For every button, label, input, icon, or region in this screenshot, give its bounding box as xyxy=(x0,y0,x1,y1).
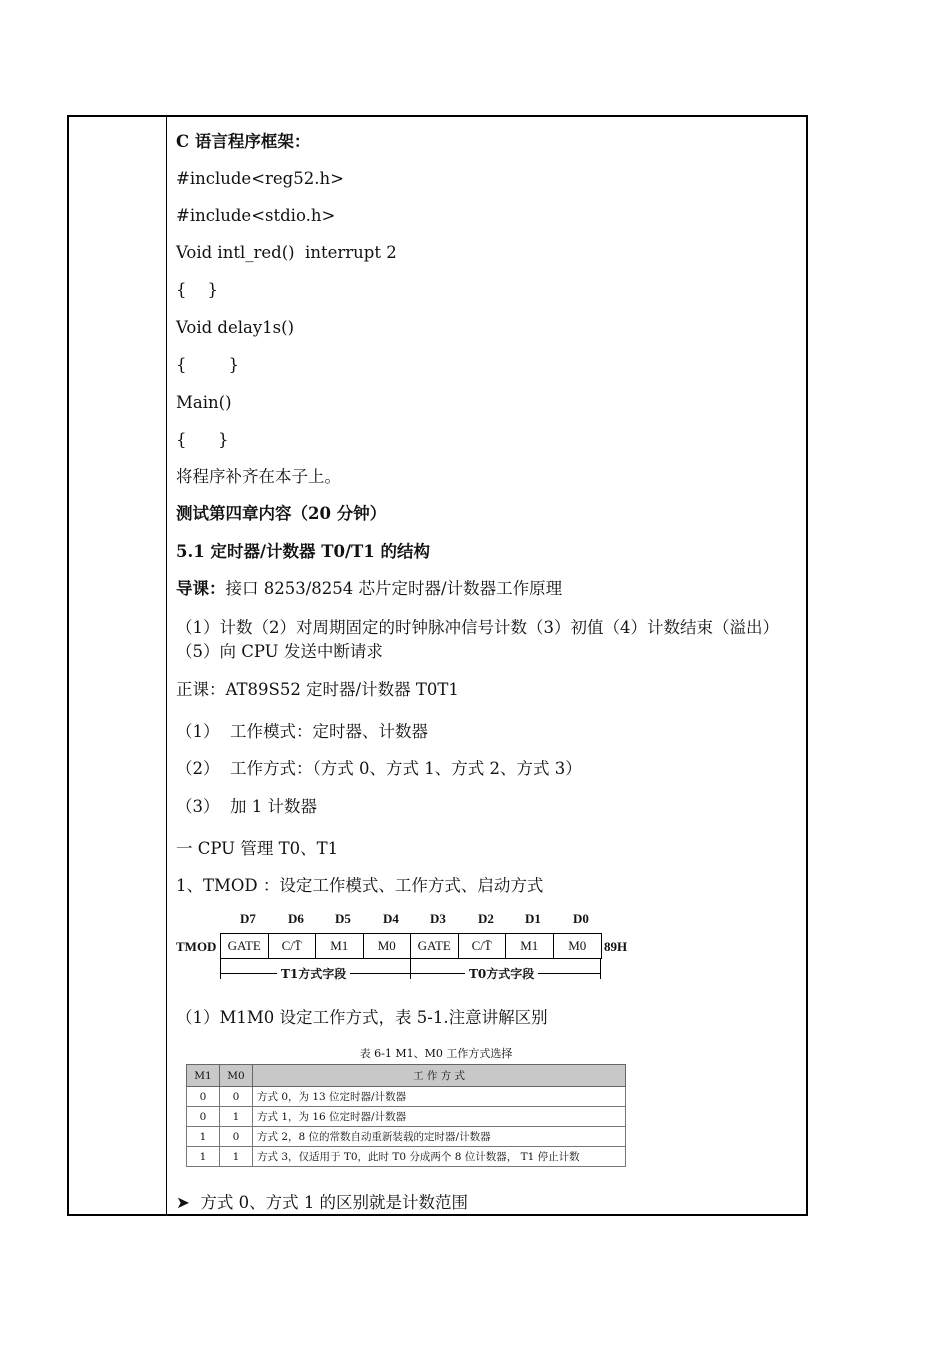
t1-field-label: T1方式字段 xyxy=(277,965,350,982)
point-item: （1） 工作模式：定时器、计数器 xyxy=(176,722,428,741)
table-cell: 方式 1，为 16 位定时器/计数器 xyxy=(253,1107,626,1127)
instruction-text: 将程序补齐在本子上。 xyxy=(176,467,341,486)
bit-label: D1 xyxy=(525,911,541,926)
intro-text: 接口 8253/8254 芯片定时器/计数器工作原理 xyxy=(225,579,563,598)
table-caption: 表 6-1 M1、M0 工作方式选择 xyxy=(359,1047,513,1060)
table-cell: 0 xyxy=(187,1087,220,1107)
bit-cell: M0 xyxy=(364,934,412,958)
table-cell: 方式 2，8 位的常数自动重新装载的定时器/计数器 xyxy=(253,1127,626,1147)
tmod-register-label: TMOD xyxy=(176,939,217,954)
bit-label: D5 xyxy=(335,911,351,926)
tmod-register-diagram xyxy=(176,907,636,987)
field-boundary xyxy=(600,959,601,979)
tmod-heading: 1、TMOD ：设定工作模式、工作方式、启动方式 xyxy=(176,876,544,895)
lesson-table xyxy=(67,115,808,1216)
code-line: #include<stdio.h> xyxy=(176,206,336,225)
bit-label: D2 xyxy=(478,911,494,926)
point-item: （3） 加 1 计数器 xyxy=(176,797,317,816)
point-item: （2） 工作方式：（方式 0、方式 1、方式 2、方式 3） xyxy=(176,759,582,778)
bit-cell: C/T̄ xyxy=(269,934,317,958)
table-row xyxy=(187,1147,626,1167)
bit-label: D7 xyxy=(240,911,256,926)
table-cell: 1 xyxy=(220,1147,253,1167)
bit-cell: M1 xyxy=(316,934,364,958)
table-cell: 0 xyxy=(187,1107,220,1127)
table-cell: 方式 0，为 13 位定时器/计数器 xyxy=(253,1087,626,1107)
bullet-item xyxy=(176,1192,468,1214)
left-column-cell xyxy=(69,117,167,1214)
code-heading: C 语言程序框架： xyxy=(176,132,311,151)
code-line: { } xyxy=(176,430,229,449)
code-line: Main() xyxy=(176,393,232,412)
bit-label: D3 xyxy=(430,911,446,926)
table-cell: 1 xyxy=(220,1107,253,1127)
column-header: 工 作 方 式 xyxy=(253,1065,626,1087)
table-row xyxy=(187,1107,626,1127)
t0-field-indicator xyxy=(411,965,600,981)
intro-paragraph xyxy=(176,578,562,600)
code-line: { } xyxy=(176,280,218,299)
mode-selection-table xyxy=(186,1045,626,1167)
bit-label: D0 xyxy=(573,911,589,926)
intro-label: 导课： xyxy=(176,579,226,598)
section-heading: 测试第四章内容（20 分钟） xyxy=(176,504,387,523)
bit-cell: M1 xyxy=(506,934,554,958)
bit-cell: GATE xyxy=(411,934,459,958)
code-line: Void delay1s() xyxy=(176,318,295,337)
table-cell: 1 xyxy=(187,1147,220,1167)
bit-label: D6 xyxy=(288,911,304,926)
m1m0-text: （1）M1M0 设定工作方式，表 5-1.注意讲解区别 xyxy=(176,1008,548,1027)
code-line: { } xyxy=(176,355,239,374)
bit-cell: GATE xyxy=(221,934,269,958)
table-cell: 方式 3，仅适用于 T0，此时 T0 分成两个 8 位计数器， T1 停止计数 xyxy=(253,1147,626,1167)
table-cell: 0 xyxy=(220,1087,253,1107)
bit-cell: M0 xyxy=(568,938,587,953)
tmod-bit-cells xyxy=(220,933,602,959)
tmod-address: 89H xyxy=(604,939,628,954)
bullet-text: 方式 0、方式 1 的区别就是计数范围 xyxy=(200,1193,469,1212)
steps-paragraph: （1）计数（2）对周期固定的时钟脉冲信号计数（3）初值（4）计数结束（溢出）（5）向 CPU 发送中断请求 xyxy=(176,618,779,661)
t1-field-indicator xyxy=(221,965,410,981)
column-header: M1 xyxy=(187,1065,220,1087)
table-header-row xyxy=(187,1065,626,1087)
table-row xyxy=(187,1087,626,1107)
arrowhead-bullet-icon: ➤ xyxy=(176,1193,190,1212)
section-heading: 5.1 定时器/计数器 T0/T1 的结构 xyxy=(176,542,431,561)
lesson-text: 正课：AT89S52 定时器/计数器 T0T1 xyxy=(176,680,459,699)
bit-label: D4 xyxy=(383,911,399,926)
code-line: #include<reg52.h> xyxy=(176,169,344,188)
bit-cell: C/T̄ xyxy=(459,934,507,958)
column-header: M0 xyxy=(220,1065,253,1087)
table-cell: 0 xyxy=(220,1127,253,1147)
code-line: Void intl_red() interrupt 2 xyxy=(176,243,397,262)
cpu-manage-text: 一 CPU 管理 T0、T1 xyxy=(176,839,339,858)
table-row xyxy=(187,1127,626,1147)
table-cell: 1 xyxy=(187,1127,220,1147)
t0-field-label: T0方式字段 xyxy=(465,965,538,982)
